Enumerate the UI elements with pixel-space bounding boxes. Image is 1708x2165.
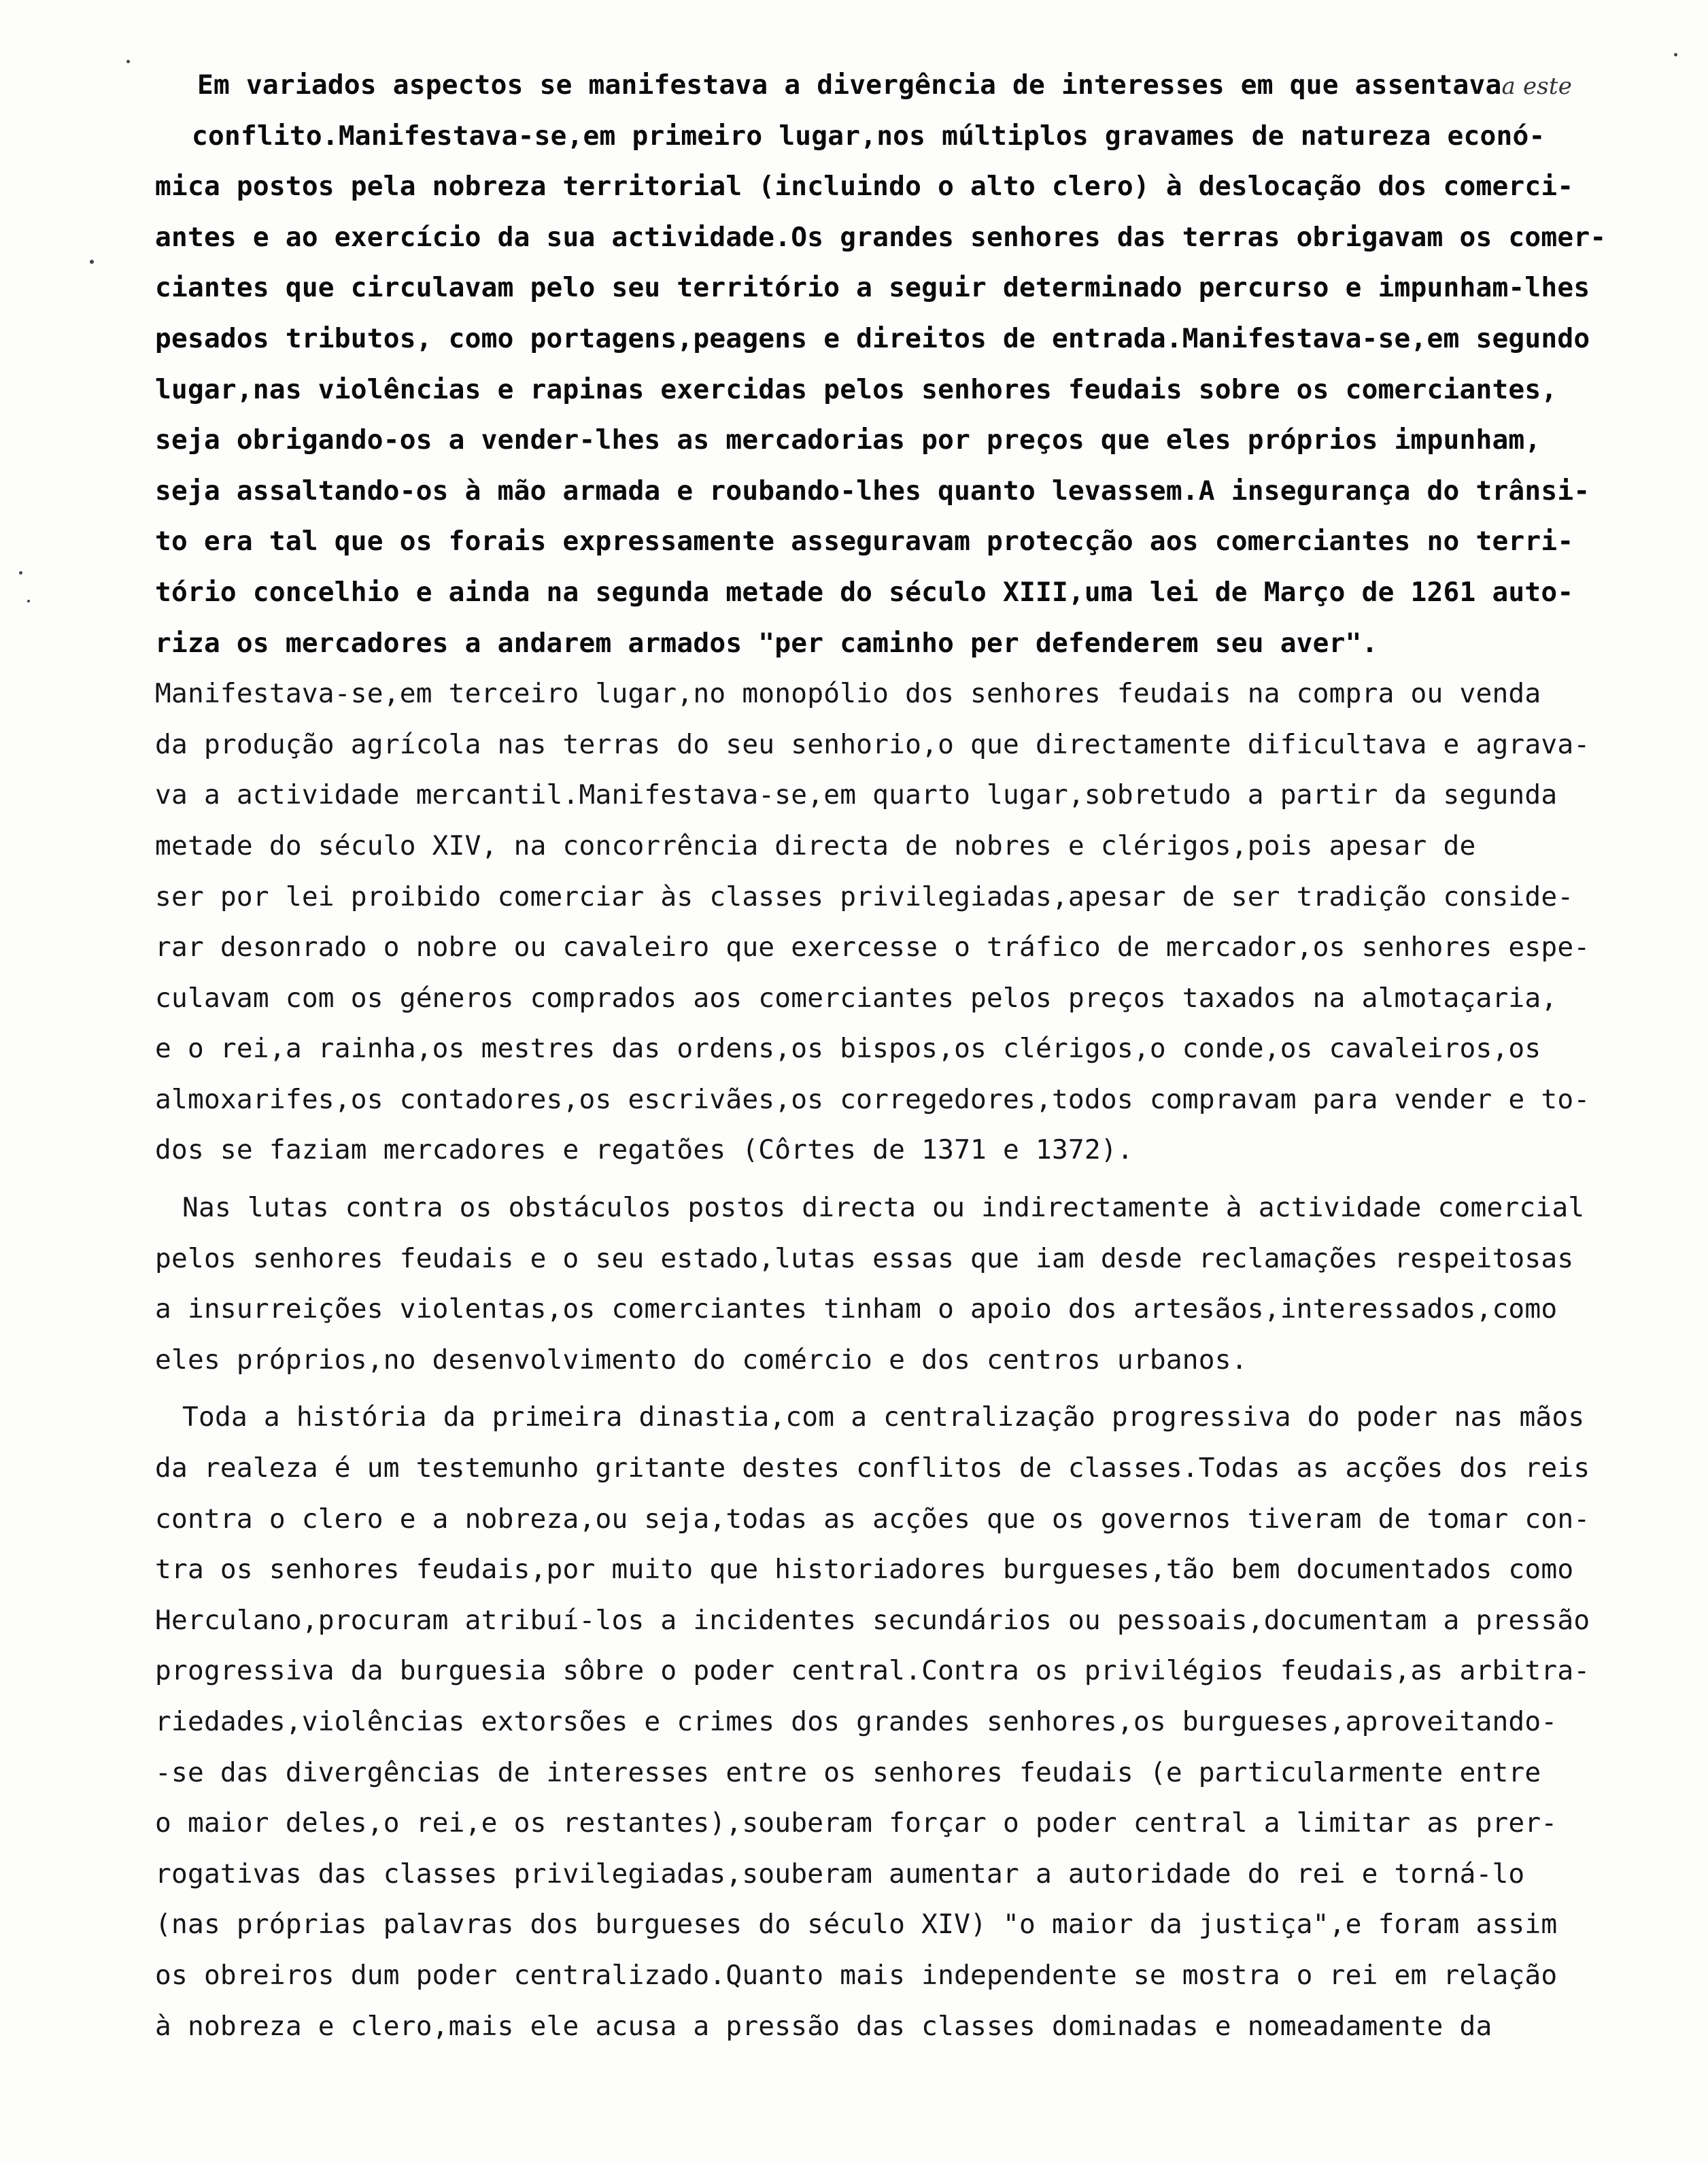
scan-speck (19, 571, 22, 575)
text-line: ser por lei proibido comerciar às classes privilegiadas,apesar de ser tradição conside- (155, 881, 1574, 913)
paragraph-gap (155, 1176, 1630, 1182)
text-line: Manifestava-se,em terceiro lugar,no monopólio dos senhores feudais na compra ou venda (155, 678, 1541, 710)
text-line: seja obrigando-os a vender-lhes as mercadorias por preços que eles próprios impunham, (155, 424, 1541, 456)
scan-speck (126, 60, 130, 63)
text-line: (nas próprias palavras dos burgueses do século XIV) "o maior da justiça",e foram assim (155, 1909, 1558, 1941)
text-line-content: Em variados aspectos se manifestava a divergência de interesses em que assentava (197, 69, 1502, 101)
text-line: metade do século XIV, na concorrência directa de nobres e clérigos,pois apesar de (155, 830, 1476, 862)
text-line: eles próprios,no desenvolvimento do comércio e dos centros urbanos. (155, 1344, 1248, 1376)
scan-speck (1674, 53, 1677, 56)
text-line: a insurreições violentas,os comerciantes tinham o apoio dos artesãos,interessados,como (155, 1293, 1558, 1325)
paragraph-2 (155, 1182, 1630, 1385)
text-line: Toda a história da primeira dinastia,com a centralização progressiva do poder nas mãos (182, 1401, 1585, 1433)
text-line: mica postos pela nobreza territorial (incluindo o alto clero) à deslocação dos comerci- (155, 171, 1574, 203)
text-line: Herculano,procuram atribuí-los a incidentes secundários ou pessoais,documentam a pressão (155, 1604, 1590, 1636)
text-line: o maior deles,o rei,e os restantes),souberam forçar o poder central a limitar as prer- (155, 1807, 1558, 1839)
text-line: pesados tributos, como portagens,peagens e direitos de entrada.Manifestava-se,em segundo (155, 322, 1590, 354)
handwritten-annotation: a este (1501, 73, 1573, 100)
text-line: conflito.Manifestava-se,em primeiro lugar,nos múltiplos gravames de natureza econó- (192, 120, 1545, 152)
text-line: lugar,nas violências e rapinas exercidas pelos senhores feudais sobre os comerciantes, (155, 373, 1558, 405)
text-line: à nobreza e clero,mais ele acusa a pressão das classes dominadas e nomeadamente da (155, 2010, 1492, 2042)
text-line: to era tal que os forais expressamente asseguravam protecção aos comerciantes no terri- (155, 526, 1574, 558)
text-line (155, 60, 1630, 111)
text-line: da realeza é um testemunho gritante destes conflitos de classes.Todas as acções dos reis (155, 1452, 1590, 1484)
typed-text-body (155, 60, 1630, 2051)
text-line: almoxarifes,os contadores,os escrivães,os corregedores,todos compravam para vender e to- (155, 1083, 1590, 1115)
scan-speck (27, 600, 30, 602)
paragraph-1 (155, 60, 1630, 1176)
text-line: dos se faziam mercadores e regatões (Côrtes de 1371 e 1372). (155, 1134, 1133, 1166)
paragraph-gap (155, 1385, 1630, 1392)
text-line: riza os mercadores a andarem armados "per caminho per defenderem seu aver". (155, 627, 1378, 659)
text-line: progressiva da burguesia sôbre o poder central.Contra os privilégios feudais,as arbitra- (155, 1655, 1590, 1687)
text-line: culavam com os géneros comprados aos comerciantes pelos preços taxados na almotaçaria, (155, 982, 1558, 1014)
text-line: tra os senhores feudais,por muito que historiadores burgueses,tão bem documentados como (155, 1554, 1574, 1586)
text-line: da produção agrícola nas terras do seu senhorio,o que directamente dificultava e agrava- (155, 728, 1590, 760)
text-line: e o rei,a rainha,os mestres das ordens,os bispos,os clérigos,o conde,os cavaleiros,os (155, 1033, 1541, 1065)
text-line: rogativas das classes privilegiadas,souberam aumentar a autoridade do rei e torná-lo (155, 1858, 1525, 1890)
text-line: va a actividade mercantil.Manifestava-se,em quarto lugar,sobretudo a partir da segunda (155, 779, 1558, 811)
text-line: os obreiros dum poder centralizado.Quanto mais independente se mostra o rei em relação (155, 1959, 1558, 1991)
text-line: rar desonrado o nobre ou cavaleiro que exercesse o tráfico de mercador,os senhores espe- (155, 932, 1590, 964)
text-line: tório concelhio e ainda na segunda metade do século XIII,uma lei de Março de 1261 auto- (155, 576, 1574, 608)
scan-speck (90, 260, 94, 264)
text-line: antes e ao exercício da sua actividade.Os grandes senhores das terras obrigavam os comer- (155, 221, 1607, 253)
text-line: -se das divergências de interesses entre os senhores feudais (e particularmente entre (155, 1756, 1541, 1788)
text-line: Nas lutas contra os obstáculos postos directa ou indirectamente à actividade comercial (182, 1192, 1585, 1224)
paragraph-3 (155, 1392, 1630, 2051)
text-line: pelos senhores feudais e o seu estado,lutas essas que iam desde reclamações respeitosas (155, 1242, 1574, 1274)
text-line: seja assaltando-os à mão armada e roubando-lhes quanto levassem.A insegurança do trânsi- (155, 475, 1590, 507)
text-line: ciantes que circulavam pelo seu território a seguir determinado percurso e impunham-lhes (155, 272, 1590, 304)
text-line: riedades,violências extorsões e crimes dos grandes senhores,os burgueses,aproveitando- (155, 1706, 1558, 1737)
text-line: contra o clero e a nobreza,ou seja,todas as acções que os governos tiveram de tomar con- (155, 1503, 1590, 1535)
